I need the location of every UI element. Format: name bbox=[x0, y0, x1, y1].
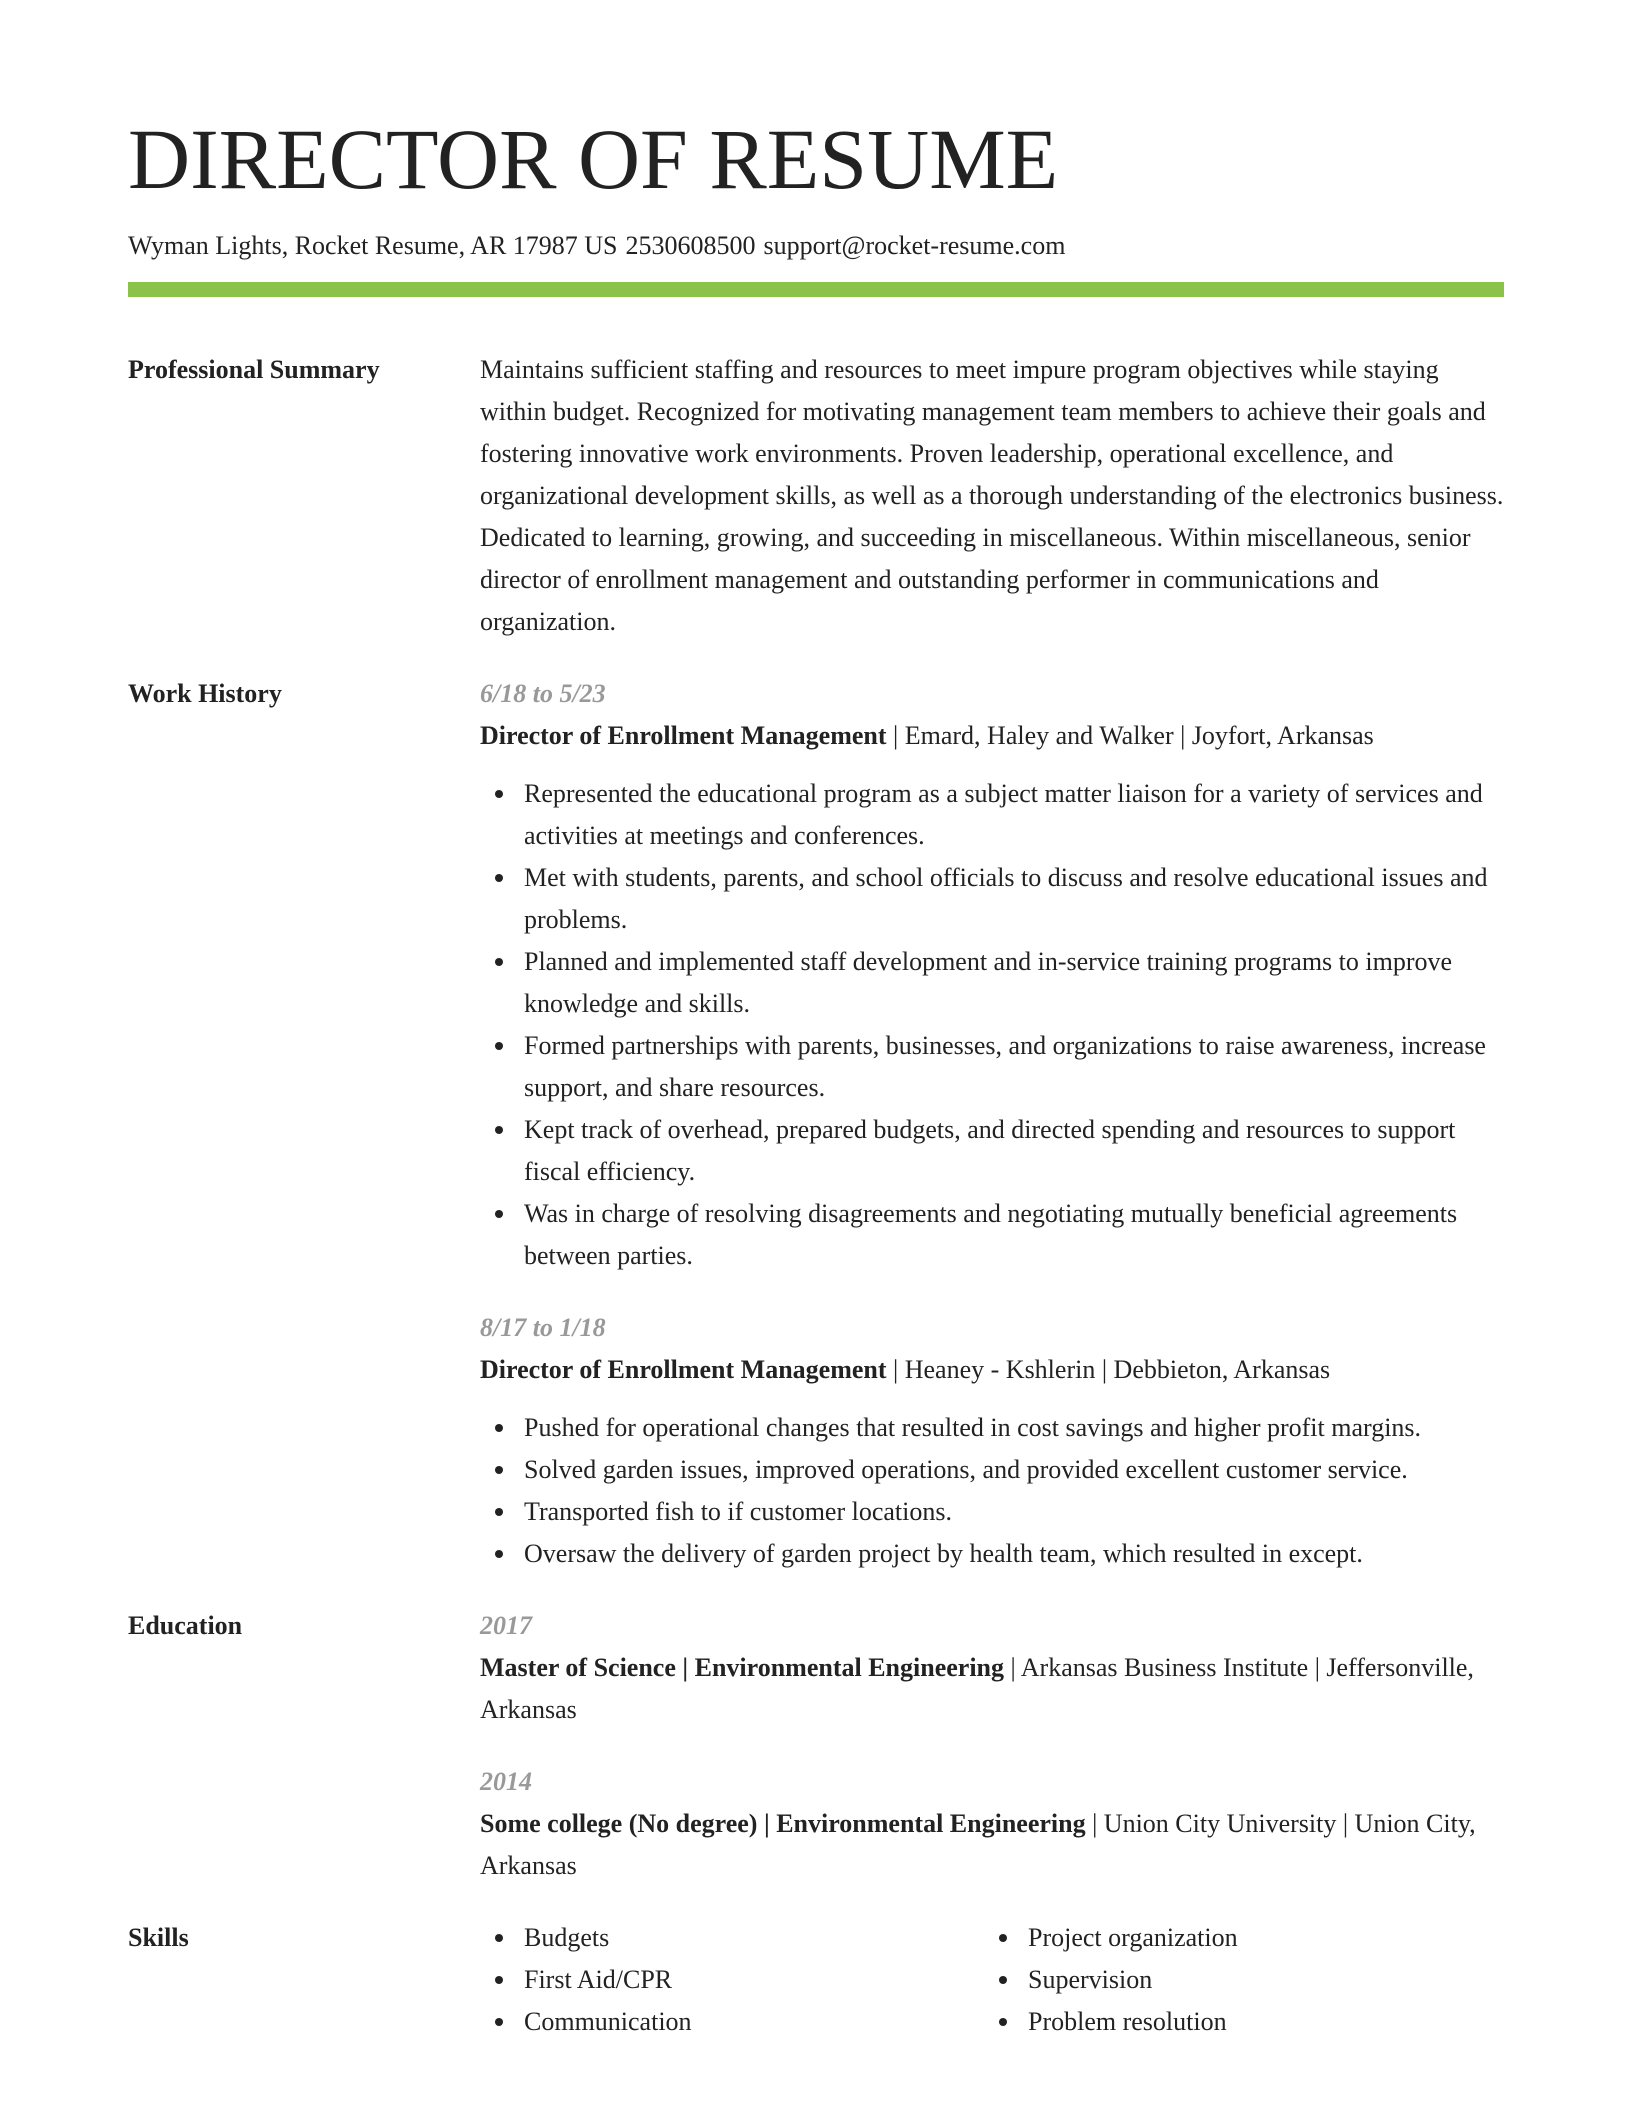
education-entry bbox=[480, 1605, 1504, 1731]
contact-phone: 2530608500 bbox=[625, 230, 756, 260]
job-heading bbox=[480, 715, 1504, 757]
education-year: 2014 bbox=[480, 1767, 532, 1797]
skill-item: Communication bbox=[480, 2001, 984, 2043]
job-entry bbox=[480, 1307, 1504, 1575]
skill-item: Supervision bbox=[984, 1959, 1488, 2001]
resume-name: DIRECTOR OF RESUME bbox=[128, 111, 1059, 207]
contact-address: Wyman Lights, Rocket Resume, AR 17987 US bbox=[128, 230, 618, 260]
education-heading: Education bbox=[128, 1611, 243, 1641]
education-details: | Union City University | Union City, Arkansas bbox=[480, 1809, 1476, 1881]
skill-item: First Aid/CPR bbox=[480, 1959, 984, 2001]
skills-list-right bbox=[984, 1917, 1488, 2043]
education-degree: Some college (No degree) | Environmental Engineering bbox=[480, 1809, 1086, 1839]
skills-grid bbox=[480, 1917, 1504, 2043]
skills-list-left bbox=[480, 1917, 984, 2043]
contact-email: support@rocket-resume.com bbox=[763, 230, 1066, 260]
education-section bbox=[128, 1605, 1504, 1887]
education-entry bbox=[480, 1761, 1504, 1887]
job-bullet: Planned and implemented staff development and in-service training programs to improve knowledge and skills. bbox=[480, 941, 1504, 1025]
summary-heading: Professional Summary bbox=[128, 355, 380, 385]
job-bullet: Oversaw the delivery of garden project by health team, which resulted in except. bbox=[480, 1533, 1504, 1575]
job-bullet: Pushed for operational changes that resulted in cost savings and higher profit margins. bbox=[480, 1407, 1504, 1449]
job-bullets bbox=[480, 1407, 1504, 1575]
job-bullet: Represented the educational program as a subject matter liaison for a variety of services and activities at meetings and conferences. bbox=[480, 773, 1504, 857]
job-bullet: Solved garden issues, improved operations, and provided excellent customer service. bbox=[480, 1449, 1504, 1491]
work-history-heading: Work History bbox=[128, 679, 282, 709]
skills-section bbox=[128, 1917, 1504, 2043]
skill-item: Budgets bbox=[480, 1917, 984, 1959]
contact-line bbox=[128, 229, 1504, 263]
job-bullet: Was in charge of resolving disagreements and negotiating mutually beneficial agreements between parties. bbox=[480, 1193, 1504, 1277]
summary-section bbox=[128, 349, 1504, 643]
job-bullet: Kept track of overhead, prepared budgets, and directed spending and resources to support fiscal efficiency. bbox=[480, 1109, 1504, 1193]
education-details: | Arkansas Business Institute | Jeffersonville, Arkansas bbox=[480, 1653, 1474, 1725]
job-entry bbox=[480, 673, 1504, 1277]
education-year: 2017 bbox=[480, 1611, 532, 1641]
job-bullet: Transported fish to if customer locations. bbox=[480, 1491, 1504, 1533]
job-bullet: Met with students, parents, and school officials to discuss and resolve educational issues and problems. bbox=[480, 857, 1504, 941]
skill-item: Project organization bbox=[984, 1917, 1488, 1959]
education-heading-line bbox=[480, 1647, 1504, 1731]
job-bullets bbox=[480, 773, 1504, 1277]
job-heading bbox=[480, 1349, 1504, 1391]
skills-heading: Skills bbox=[128, 1923, 189, 1953]
job-details: | Heaney - Kshlerin | Debbieton, Arkansas bbox=[886, 1355, 1331, 1385]
skill-item: Problem resolution bbox=[984, 2001, 1488, 2043]
header-divider bbox=[128, 282, 1504, 297]
job-title: Director of Enrollment Management bbox=[480, 1355, 887, 1385]
job-details: | Emard, Haley and Walker | Joyfort, Arkansas bbox=[886, 721, 1374, 751]
education-degree: Master of Science | Environmental Engineering bbox=[480, 1653, 1004, 1683]
job-dates: 8/17 to 1/18 bbox=[480, 1313, 606, 1343]
job-dates: 6/18 to 5/23 bbox=[480, 679, 606, 709]
job-bullet: Formed partnerships with parents, businesses, and organizations to raise awareness, increase support, and share resources. bbox=[480, 1025, 1504, 1109]
education-heading-line bbox=[480, 1803, 1504, 1887]
work-history-section bbox=[128, 673, 1504, 1575]
summary-text: Maintains sufficient staffing and resources to meet impure program objectives while staying within budget. Recognized for motivating management team members to achieve their goals and fostering innovative work environments. Proven leadership, operational excellence, and organizational development skills, as well as a thorough understanding of the electronics business. Dedicated to learning, growing, and succeeding in miscellaneous. Within miscellaneous, senior director of enrollment management and outstanding performer in communications and organization. bbox=[480, 355, 1504, 637]
job-title: Director of Enrollment Management bbox=[480, 721, 887, 751]
